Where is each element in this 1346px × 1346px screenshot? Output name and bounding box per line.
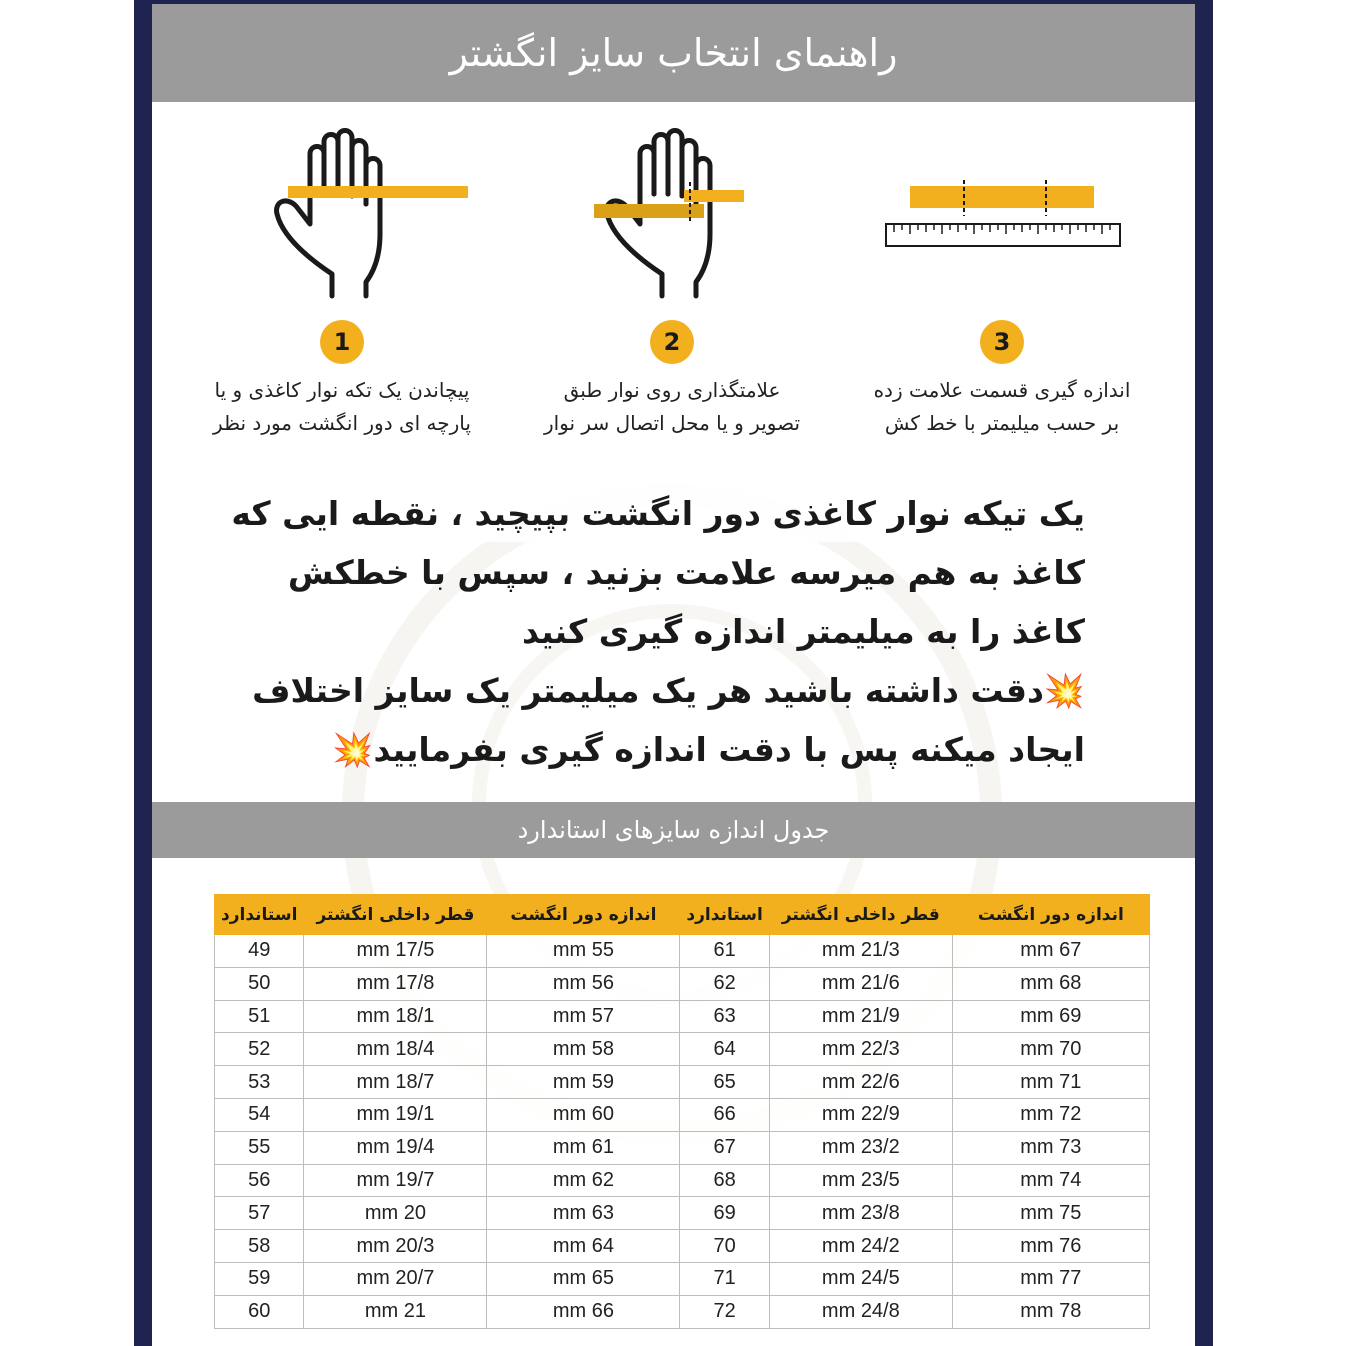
column-header: استاندارد [680,895,769,935]
table-cell: 66 [680,1098,769,1131]
table-cell: 24/2 mm [769,1230,952,1263]
table-cell: 23/8 mm [769,1197,952,1230]
step-2-line2: تصویر و یا محل اتصال سر نوار [543,411,801,435]
table-cell: 68 mm [952,967,1149,1000]
instruction-line-2: کاغذ به هم میرسه علامت بزنید ، سپس با خطکش [287,553,1085,592]
table-cell: 17/8 mm [304,967,487,1000]
table-cell: 24/8 mm [769,1295,952,1328]
table-cell: 71 mm [952,1066,1149,1099]
table-cell: 76 mm [952,1230,1149,1263]
table-cell: 20/7 mm [304,1262,487,1295]
table-cell: 21/3 mm [769,935,952,968]
table-title: جدول اندازه سایزهای استاندارد [517,816,830,844]
table-row [215,1262,1150,1295]
column-header: قطر داخلی انگشتر [304,895,487,935]
table-cell: 18/4 mm [304,1033,487,1066]
instruction-line-4 [225,661,1085,720]
table-cell: 73 mm [952,1131,1149,1164]
instruction-line-4-text: دقت داشته باشید هر یک میلیمتر یک سایز اختلاف [252,671,1044,710]
table-cell: 63 mm [487,1197,680,1230]
table-cell: 65 [680,1066,769,1099]
column-header: استاندارد [215,895,304,935]
table-cell: 60 [215,1295,304,1328]
table-cell: 57 mm [487,1000,680,1033]
instruction-line-3: کاغذ را به میلیمتر اندازه گیری کنید [522,612,1085,651]
table-row [215,1295,1150,1328]
instruction-line-5 [225,720,1085,779]
table-cell: 70 [680,1230,769,1263]
table-row [215,1230,1150,1263]
table-cell: 54 [215,1098,304,1131]
table-cell: 23/2 mm [769,1131,952,1164]
table-cell: 63 [680,1000,769,1033]
page-title: راهنمای انتخاب سایز انگشتر [449,31,898,75]
step-1-line1: پیچاندن یک تکه نوار کاغذی و یا [214,378,470,402]
table-cell: 19/1 mm [304,1098,487,1131]
table-cell: 55 [215,1131,304,1164]
table-cell: 19/7 mm [304,1164,487,1197]
table-cell: 71 [680,1262,769,1295]
frame-border-right [1195,0,1213,1346]
table-row [215,1164,1150,1197]
ruler-icon [842,124,1162,304]
table-row [215,1131,1150,1164]
table-cell: 67 [680,1131,769,1164]
step-1 [182,124,502,440]
table-cell: 18/7 mm [304,1066,487,1099]
table-cell: 56 [215,1164,304,1197]
column-header: قطر داخلی انگشتر [769,895,952,935]
table-cell: 75 mm [952,1197,1149,1230]
table-cell: 62 [680,967,769,1000]
table-row [215,1066,1150,1099]
ring-size-guide [152,4,1195,1346]
burst-icon: 💥 [332,730,374,769]
table-cell: 59 mm [487,1066,680,1099]
step-3-badge: 3 [980,320,1024,364]
table-row [215,967,1150,1000]
table-row [215,1197,1150,1230]
table-cell: 50 [215,967,304,1000]
table-cell: 17/5 mm [304,935,487,968]
table-cell: 70 mm [952,1033,1149,1066]
table-row [215,1000,1150,1033]
table-body [215,935,1150,1329]
table-header-row [215,895,1150,935]
table-cell: 58 mm [487,1033,680,1066]
table-cell: 21/9 mm [769,1000,952,1033]
table-cell: 68 [680,1164,769,1197]
table-row [215,1033,1150,1066]
frame-border-left [134,0,152,1346]
table-cell: 21 mm [304,1295,487,1328]
instructions-text [225,484,1085,779]
table-cell: 19/4 mm [304,1131,487,1164]
table-cell: 57 [215,1197,304,1230]
table-cell: 64 [680,1033,769,1066]
table-cell: 59 [215,1262,304,1295]
table-cell: 65 mm [487,1262,680,1295]
step-3-line1: اندازه گیری قسمت علامت زده [873,378,1131,402]
hand-mark-icon [512,124,832,304]
table-cell: 72 mm [952,1098,1149,1131]
hand-wrap-icon [182,124,502,304]
table-cell: 78 mm [952,1295,1149,1328]
table-cell: 21/6 mm [769,967,952,1000]
step-3-line2: بر حسب میلیمتر با خط کش [884,411,1120,435]
table-cell: 72 [680,1295,769,1328]
table-cell: 64 mm [487,1230,680,1263]
step-3 [842,124,1162,440]
table-cell: 20 mm [304,1197,487,1230]
step-2 [512,124,832,440]
table-cell: 53 [215,1066,304,1099]
table-cell: 22/9 mm [769,1098,952,1131]
table-header-bar [152,802,1195,858]
table-cell: 61 mm [487,1131,680,1164]
instruction-line-1: یک تیکه نوار کاغذی دور انگشت بپیچید ، نقطه ایی که [231,494,1085,533]
step-2-badge: 2 [650,320,694,364]
table-cell: 51 [215,1000,304,1033]
table-cell: 56 mm [487,967,680,1000]
step-2-line1: علامتگذاری روی نوار طبق [563,378,781,402]
column-header: اندازه دور انگشت [487,895,680,935]
table-cell: 58 [215,1230,304,1263]
table-cell: 55 mm [487,935,680,968]
table-cell: 60 mm [487,1098,680,1131]
size-table [214,894,1150,1329]
table-cell: 67 mm [952,935,1149,968]
burst-icon: 💥 [1043,671,1085,710]
table-cell: 61 [680,935,769,968]
table-row [215,935,1150,968]
table-cell: 69 [680,1197,769,1230]
table-cell: 66 mm [487,1295,680,1328]
step-1-line2: پارچه ای دور انگشت مورد نظر [213,411,471,435]
instruction-line-5-text: ایجاد میکنه پس با دقت اندازه گیری بفرمایید [373,730,1085,769]
table-cell: 77 mm [952,1262,1149,1295]
table-cell: 74 mm [952,1164,1149,1197]
table-cell: 22/6 mm [769,1066,952,1099]
table-cell: 20/3 mm [304,1230,487,1263]
column-header: اندازه دور انگشت [952,895,1149,935]
table-cell: 69 mm [952,1000,1149,1033]
table-cell: 62 mm [487,1164,680,1197]
table-row [215,1098,1150,1131]
table-cell: 18/1 mm [304,1000,487,1033]
table-cell: 52 [215,1033,304,1066]
table-cell: 24/5 mm [769,1262,952,1295]
table-cell: 22/3 mm [769,1033,952,1066]
table-cell: 49 [215,935,304,968]
table-cell: 23/5 mm [769,1164,952,1197]
page-header [152,4,1195,102]
step-1-badge: 1 [320,320,364,364]
